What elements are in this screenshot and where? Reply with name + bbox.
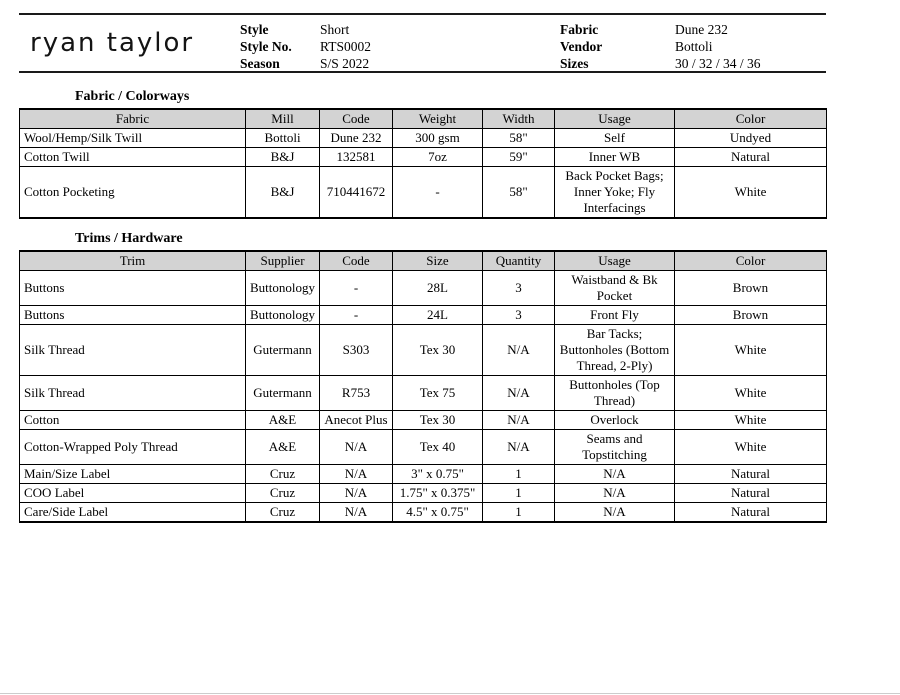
column-header-size: Size xyxy=(393,251,483,271)
style-field-values xyxy=(320,21,371,72)
fabric-section-title: Fabric / Colorways xyxy=(75,89,190,104)
trims-section-title: Trims / Hardware xyxy=(75,231,183,246)
column-header-usage: Usage xyxy=(555,251,675,271)
style-no-value: RTS0002 xyxy=(320,39,371,54)
trim-cell-1-2: - xyxy=(320,306,393,325)
fabric-cell-0-0: Wool/Hemp/Silk Twill xyxy=(20,129,246,148)
table-row xyxy=(20,376,827,411)
trim-cell-6-3: 3" x 0.75" xyxy=(393,465,483,484)
trim-cell-4-6: White xyxy=(675,411,827,430)
fabric-cell-2-4: 58" xyxy=(483,167,555,219)
trim-cell-0-6: Brown xyxy=(675,271,827,306)
fabric-cell-2-2: 710441672 xyxy=(320,167,393,219)
vendor-value: Bottoli xyxy=(675,39,713,54)
fabric-cell-1-6: Natural xyxy=(675,148,827,167)
fabric-cell-1-0: Cotton Twill xyxy=(20,148,246,167)
table-header-row xyxy=(20,109,827,129)
table-row xyxy=(20,411,827,430)
fabric-cell-1-5: Inner WB xyxy=(555,148,675,167)
fabric-cell-2-6: White xyxy=(675,167,827,219)
sizes-value: 30 / 32 / 34 / 36 xyxy=(675,56,761,71)
fabric-cell-0-3: 300 gsm xyxy=(393,129,483,148)
trim-cell-0-0: Buttons xyxy=(20,271,246,306)
trim-cell-7-0: COO Label xyxy=(20,484,246,503)
trim-cell-5-5: Seams and Topstitching xyxy=(555,430,675,465)
column-header-fabric: Fabric xyxy=(20,109,246,129)
page-bottom-rule xyxy=(0,693,900,694)
fabric-field-values xyxy=(675,21,761,72)
column-header-color: Color xyxy=(675,109,827,129)
trim-cell-1-1: Buttonology xyxy=(246,306,320,325)
fabric-cell-1-1: B&J xyxy=(246,148,320,167)
document-header xyxy=(0,0,900,74)
trim-cell-5-3: Tex 40 xyxy=(393,430,483,465)
fabric-cell-2-0: Cotton Pocketing xyxy=(20,167,246,219)
column-header-mill: Mill xyxy=(246,109,320,129)
trim-cell-5-6: White xyxy=(675,430,827,465)
fabric-field-labels xyxy=(560,21,602,72)
trim-cell-4-1: A&E xyxy=(246,411,320,430)
table-row xyxy=(20,465,827,484)
fabric-cell-0-1: Bottoli xyxy=(246,129,320,148)
trim-cell-1-5: Front Fly xyxy=(555,306,675,325)
trim-cell-3-1: Gutermann xyxy=(246,376,320,411)
column-header-supplier: Supplier xyxy=(246,251,320,271)
table-row xyxy=(20,271,827,306)
trim-cell-7-5: N/A xyxy=(555,484,675,503)
fabric-cell-1-3: 7oz xyxy=(393,148,483,167)
column-header-trim: Trim xyxy=(20,251,246,271)
trims-hardware-table xyxy=(19,250,827,523)
trim-cell-5-4: N/A xyxy=(483,430,555,465)
trim-cell-3-5: Buttonholes (Top Thread) xyxy=(555,376,675,411)
header-top-rule xyxy=(19,13,826,15)
trim-cell-1-3: 24L xyxy=(393,306,483,325)
trim-cell-2-2: S303 xyxy=(320,325,393,376)
trim-cell-2-6: White xyxy=(675,325,827,376)
trim-cell-7-2: N/A xyxy=(320,484,393,503)
column-header-color: Color xyxy=(675,251,827,271)
trim-cell-8-5: N/A xyxy=(555,503,675,523)
style-no-label: Style No. xyxy=(240,39,292,54)
trim-cell-3-4: N/A xyxy=(483,376,555,411)
style-value: Short xyxy=(320,22,350,37)
style-label: Style xyxy=(240,22,269,37)
trim-cell-5-1: A&E xyxy=(246,430,320,465)
fabric-label: Fabric xyxy=(560,22,599,37)
trim-cell-3-6: White xyxy=(675,376,827,411)
trim-cell-7-1: Cruz xyxy=(246,484,320,503)
trim-cell-1-6: Brown xyxy=(675,306,827,325)
style-field-labels xyxy=(240,21,292,72)
trim-cell-4-2: Anecot Plus xyxy=(320,411,393,430)
sizes-label: Sizes xyxy=(560,56,589,71)
trim-cell-7-4: 1 xyxy=(483,484,555,503)
trim-cell-8-0: Care/Side Label xyxy=(20,503,246,523)
trim-cell-4-4: N/A xyxy=(483,411,555,430)
trim-cell-4-5: Overlock xyxy=(555,411,675,430)
trim-cell-0-5: Waistband & Bk Pocket xyxy=(555,271,675,306)
trim-cell-6-1: Cruz xyxy=(246,465,320,484)
column-header-code: Code xyxy=(320,251,393,271)
trim-cell-6-5: N/A xyxy=(555,465,675,484)
table-row xyxy=(20,129,827,148)
table-row xyxy=(20,484,827,503)
fabric-cell-0-4: 58" xyxy=(483,129,555,148)
table-row xyxy=(20,148,827,167)
trim-cell-5-2: N/A xyxy=(320,430,393,465)
brand-logo: ryan taylor xyxy=(30,28,195,58)
trim-cell-6-0: Main/Size Label xyxy=(20,465,246,484)
fabric-cell-2-3: - xyxy=(393,167,483,219)
fabric-colorways-table xyxy=(19,108,827,219)
trim-cell-3-3: Tex 75 xyxy=(393,376,483,411)
trim-cell-2-3: Tex 30 xyxy=(393,325,483,376)
fabric-cell-2-5: Back Pocket Bags; Inner Yoke; Fly Interfacings xyxy=(555,167,675,219)
table-header-row xyxy=(20,251,827,271)
trim-cell-2-0: Silk Thread xyxy=(20,325,246,376)
trim-cell-4-0: Cotton xyxy=(20,411,246,430)
table-row xyxy=(20,430,827,465)
trim-cell-3-2: R753 xyxy=(320,376,393,411)
fabric-value: Dune 232 xyxy=(675,22,728,37)
vendor-label: Vendor xyxy=(560,39,603,54)
table-row xyxy=(20,325,827,376)
header-bottom-rule xyxy=(19,71,826,73)
trim-cell-2-1: Gutermann xyxy=(246,325,320,376)
trim-cell-8-1: Cruz xyxy=(246,503,320,523)
trim-cell-8-3: 4.5" x 0.75" xyxy=(393,503,483,523)
fabric-cell-0-2: Dune 232 xyxy=(320,129,393,148)
fabric-cell-0-5: Self xyxy=(555,129,675,148)
trim-cell-4-3: Tex 30 xyxy=(393,411,483,430)
fabric-cell-1-2: 132581 xyxy=(320,148,393,167)
trim-cell-6-4: 1 xyxy=(483,465,555,484)
table-row xyxy=(20,167,827,219)
trim-cell-0-4: 3 xyxy=(483,271,555,306)
fabric-cell-2-1: B&J xyxy=(246,167,320,219)
trim-cell-3-0: Silk Thread xyxy=(20,376,246,411)
trim-cell-2-4: N/A xyxy=(483,325,555,376)
season-label: Season xyxy=(240,56,280,71)
trim-cell-2-5: Bar Tacks; Buttonholes (Bottom Thread, 2-Ply) xyxy=(555,325,675,376)
trim-cell-7-3: 1.75" x 0.375" xyxy=(393,484,483,503)
fabric-cell-1-4: 59" xyxy=(483,148,555,167)
trim-cell-8-6: Natural xyxy=(675,503,827,523)
trim-cell-8-4: 1 xyxy=(483,503,555,523)
fabric-cell-0-6: Undyed xyxy=(675,129,827,148)
column-header-usage: Usage xyxy=(555,109,675,129)
season-value: S/S 2022 xyxy=(320,56,370,71)
trim-cell-1-0: Buttons xyxy=(20,306,246,325)
table-row xyxy=(20,306,827,325)
column-header-weight: Weight xyxy=(393,109,483,129)
table-row xyxy=(20,503,827,523)
trim-cell-6-6: Natural xyxy=(675,465,827,484)
trim-cell-1-4: 3 xyxy=(483,306,555,325)
trim-cell-6-2: N/A xyxy=(320,465,393,484)
trim-cell-0-2: - xyxy=(320,271,393,306)
column-header-quantity: Quantity xyxy=(483,251,555,271)
column-header-width: Width xyxy=(483,109,555,129)
trim-cell-5-0: Cotton-Wrapped Poly Thread xyxy=(20,430,246,465)
trim-cell-7-6: Natural xyxy=(675,484,827,503)
trim-cell-0-3: 28L xyxy=(393,271,483,306)
trim-cell-8-2: N/A xyxy=(320,503,393,523)
column-header-code: Code xyxy=(320,109,393,129)
trim-cell-0-1: Buttonology xyxy=(246,271,320,306)
